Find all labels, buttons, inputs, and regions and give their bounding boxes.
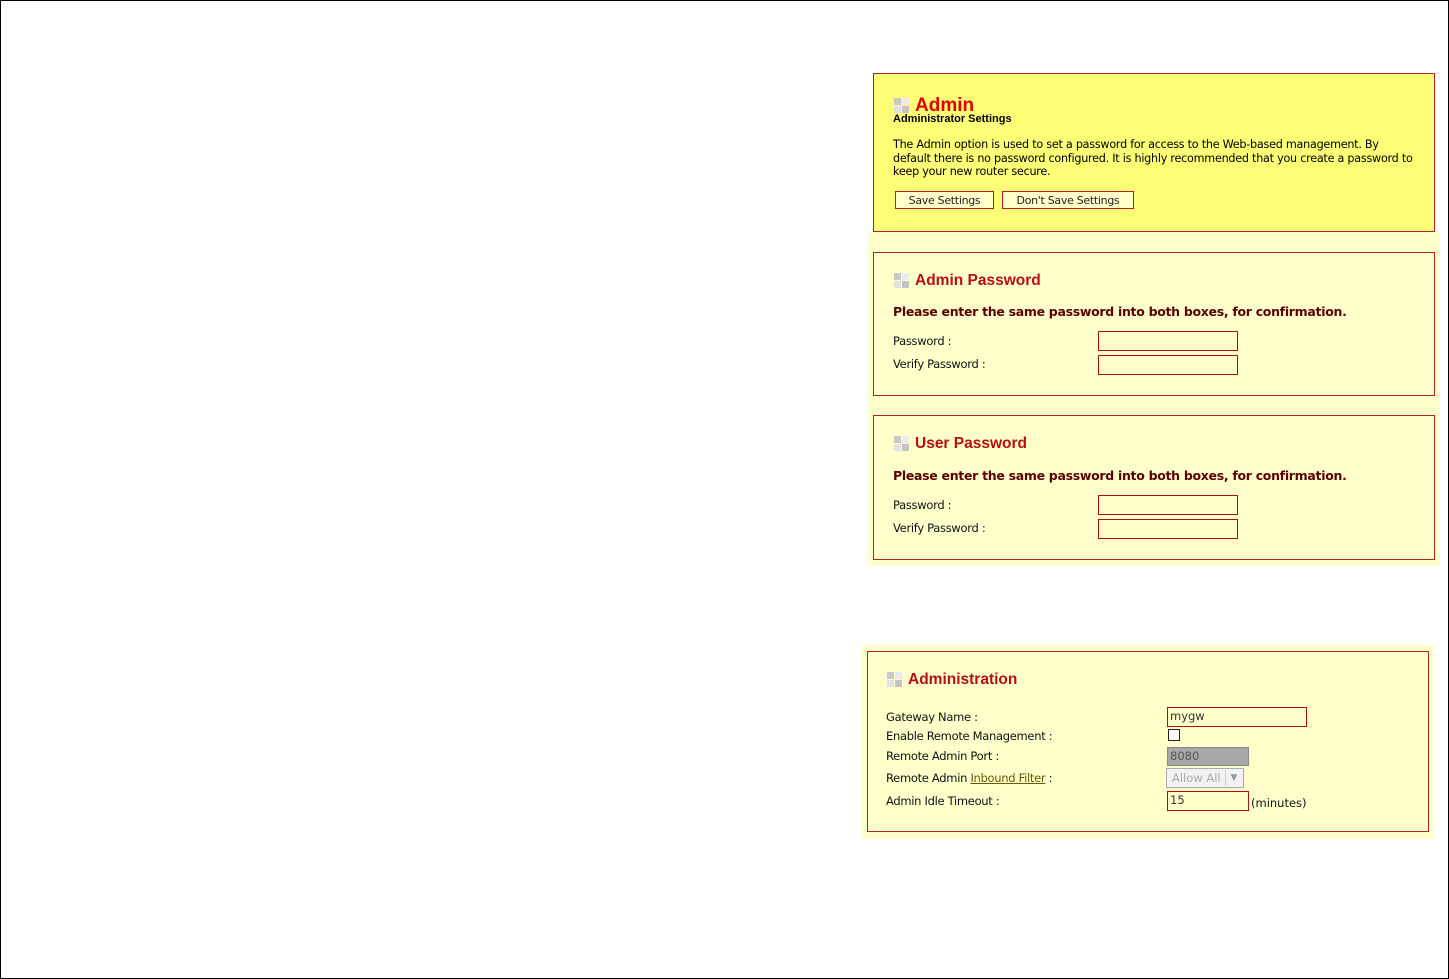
admin-panel: [873, 73, 1435, 232]
remote-admin-port-label: Remote Admin Port :: [886, 749, 999, 763]
admin-password-title: Admin Password: [915, 272, 1041, 289]
remote-admin-port-input[interactable]: 8080: [1167, 747, 1249, 766]
administration-title: Administration: [908, 671, 1018, 688]
admin-password-header: [894, 272, 1041, 290]
gateway-name-label: Gateway Name :: [886, 710, 978, 724]
section-icon: [894, 98, 910, 114]
admin-password-instruction: Please enter the same password into both boxes, for confirmation.: [893, 304, 1347, 319]
remote-admin-inbound-prefix: Remote Admin: [886, 771, 968, 785]
admin-password-label: Password :: [893, 334, 952, 348]
admin-password-panel: [873, 252, 1435, 396]
dont-save-settings-button[interactable]: Don't Save Settings: [1002, 191, 1134, 209]
inbound-filter-link[interactable]: Inbound Filter: [970, 771, 1046, 785]
remote-management-checkbox[interactable]: [1168, 729, 1180, 741]
admin-description: [893, 138, 1428, 179]
section-icon: [894, 436, 910, 452]
admin-description-line: keep your new router secure.: [893, 165, 1051, 178]
user-password-title: User Password: [915, 435, 1027, 452]
user-password-panel: [873, 415, 1435, 560]
admin-verify-password-input[interactable]: [1098, 355, 1238, 375]
gateway-name-input[interactable]: mygw: [1167, 707, 1307, 727]
save-settings-button[interactable]: Save Settings: [895, 191, 994, 209]
admin-description-line: default there is no password configured. It is highly recommended that you create a password to: [893, 151, 1413, 165]
user-password-input[interactable]: [1098, 495, 1238, 515]
user-password-header: [894, 435, 1027, 453]
user-verify-password-label: Verify Password :: [893, 521, 986, 535]
inbound-filter-value: Allow All: [1172, 771, 1221, 785]
administration-panel: [867, 651, 1429, 832]
section-icon: [887, 672, 903, 688]
inbound-filter-select[interactable]: [1166, 768, 1244, 788]
chevron-down-icon: ▼: [1225, 770, 1242, 786]
remote-management-label: Enable Remote Management :: [886, 729, 1053, 743]
section-icon: [894, 273, 910, 289]
administration-header: [887, 671, 1017, 689]
admin-description-line: The Admin option is used to set a password for access to the Web-based management. By: [893, 138, 1379, 151]
user-password-instruction: Please enter the same password into both boxes, for confirmation.: [893, 468, 1347, 483]
remote-admin-inbound-suffix: :: [1048, 771, 1053, 785]
remote-admin-inbound-label: [886, 771, 1052, 785]
admin-subtitle: Administrator Settings: [893, 113, 1012, 125]
admin-idle-timeout-input[interactable]: 15: [1167, 791, 1249, 811]
admin-idle-timeout-label: Admin Idle Timeout :: [886, 794, 1000, 808]
admin-verify-password-label: Verify Password :: [893, 357, 986, 371]
idle-timeout-unit: (minutes): [1251, 796, 1307, 810]
user-verify-password-input[interactable]: [1098, 519, 1238, 539]
admin-title: Admin: [915, 95, 975, 116]
user-password-label: Password :: [893, 498, 952, 512]
admin-password-input[interactable]: [1098, 331, 1238, 351]
